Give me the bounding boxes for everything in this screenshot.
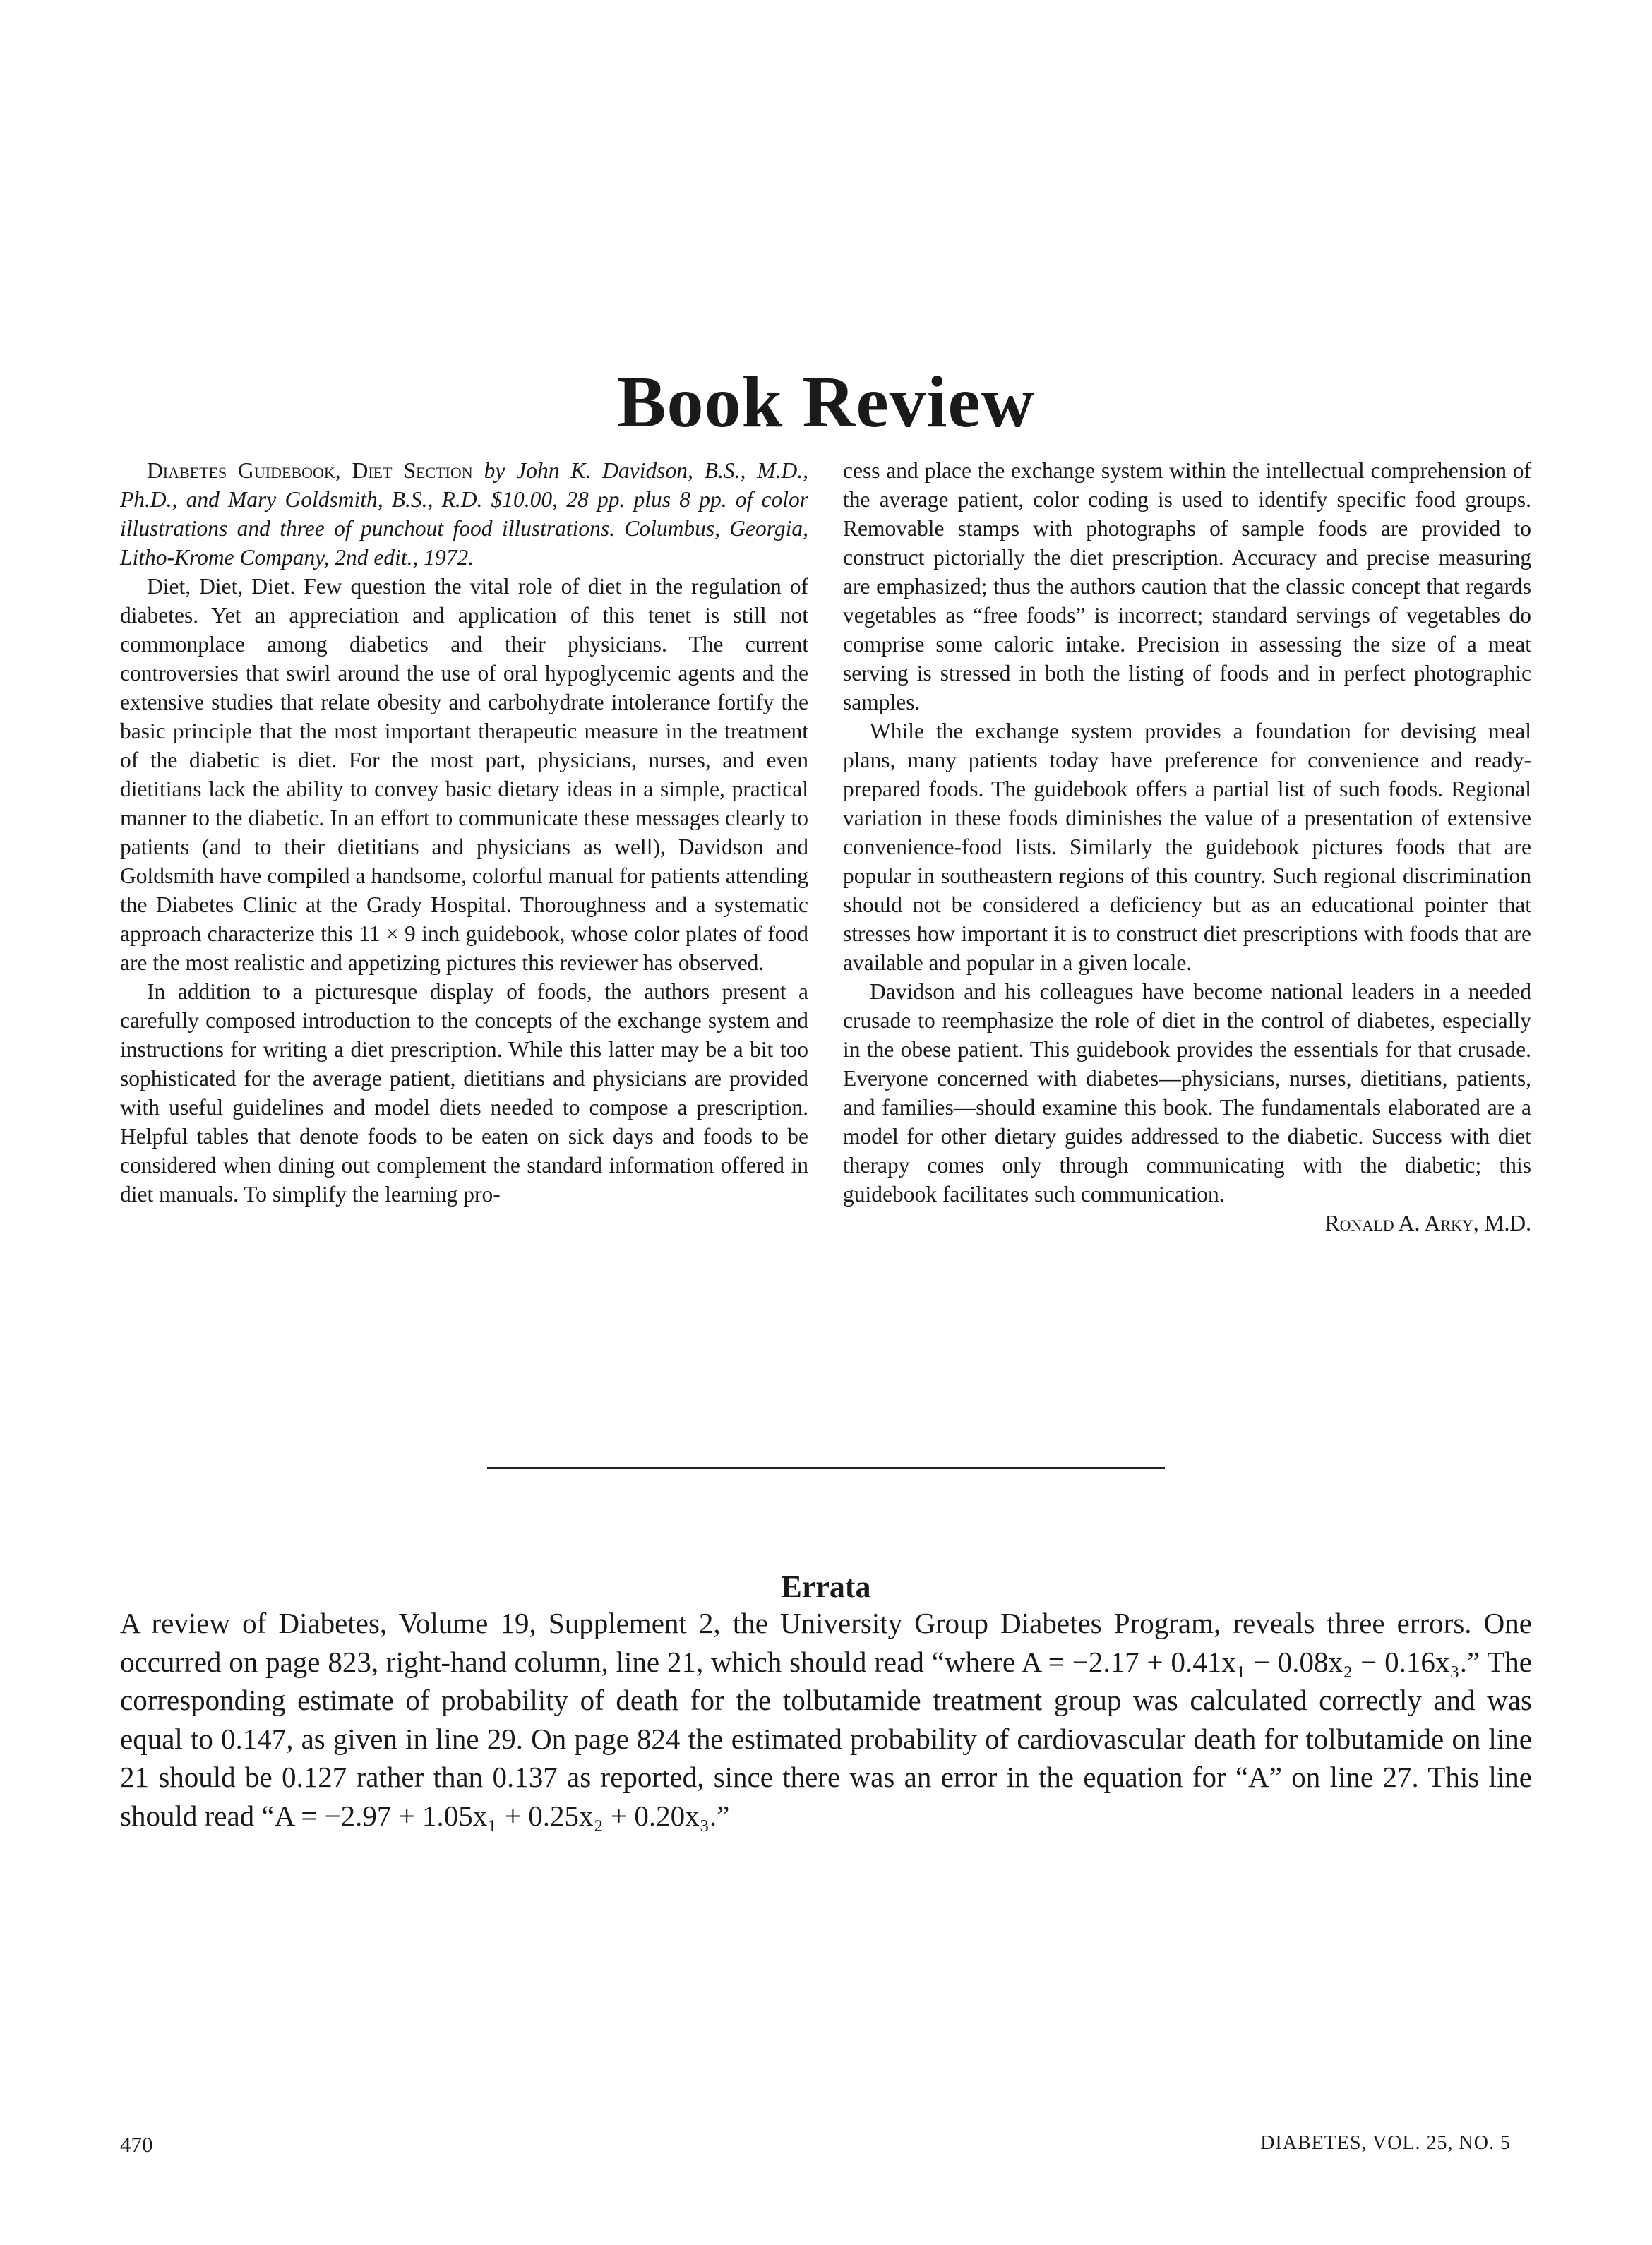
errata-title: Errata bbox=[781, 1569, 871, 1604]
review-paragraph-3: cess and place the exchange system within the intellectual comprehension of the average patient, color coding is used to identify specific food groups. Removable stamps with photographs of sample foods are provided to construct pictorially the diet prescription. Accuracy and precise measuring are emphasized; thus the authors caution that the classic concept that regards vegetables as “free foods” is incorrect; standard servings of vegetables do comprise some caloric intake. Precision in assessing the size of a meat serving is stressed in both the listing of foods and in perfect photographic samples. bbox=[843, 458, 1531, 714]
book-details: by John K. Davidson, B.S., M.D., Ph.D., and Mary Goldsmith, B.S., R.D. $10.00, 28 pp. plus 8 pp. of color illustrations and three of punchout food illustrations. Columbus, Georgia, Litho-Krome Company, 2nd edit., 1972. bbox=[120, 458, 808, 570]
page-title: Book Review bbox=[617, 361, 1035, 443]
review-right-column bbox=[843, 456, 1531, 1238]
review-paragraph-1: Diet, Diet, Diet. Few question the vital role of diet in the regulation of diabetes. Yet an appreciation and application of this tenet is still not commonplace among diabetics and their physicians. The current controversies that swirl around the use of oral hypoglycemic agents and the extensive studies that relate obesity and carbohydrate intolerance fortify the basic principle that the most important therapeutic measure in the treatment of the diabetic is diet. For the most part, physicians, nurses, and even dietitians lack the ability to convey basic dietary ideas in a simple, practical manner to the diabetic. In an effort to communicate these messages clearly to patients (and to their dietitians and physicians as well), Davidson and Goldsmith have compiled a handsome, colorful manual for patients attending the Diabetes Clinic at the Grady Hospital. Thoroughness and a systematic approach characterize this 11 × 9 inch guidebook, whose color plates of food are the most realistic and appetizing pictures this reviewer has observed. bbox=[120, 574, 808, 975]
section-divider bbox=[487, 1467, 1165, 1469]
book-title: Diabetes Guidebook, Diet Section bbox=[147, 458, 473, 483]
book-citation bbox=[120, 456, 808, 572]
errata-body: A review of Diabetes, Volume 19, Supplement 2, the University Group Diabetes Program, reveals three errors. One occurred on page 823, right-hand column, line 21, which should read “where A = −2.17 + 0.41x₁ − 0.08x₂ − 0.16x₃.” The corresponding estimate of probability of death for the tolbutamide treatment group was calculated correctly and was equal to 0.147, as given in line 29. On page 824 the estimated probability of cardiovascular death for tolbutamide on line 21 should be 0.127 rather than 0.137 as reported, since there was an error in the equation for “A” on line 27. This line should read “A = −2.97 + 1.05x₁ + 0.25x₂ + 0.20x₃.” bbox=[120, 1607, 1532, 1832]
review-paragraph-4: While the exchange system provides a foundation for devising meal plans, many patients today have preference for convenience and ready-prepared foods. The guidebook offers a partial list of such foods. Regional variation in these foods diminishes the value of a presentation of extensive convenience-food lists. Similarly the guidebook pictures foods that are popular in southeastern regions of this country. Such regional discrimination should not be considered a deficiency but as an educational pointer that stresses how important it is to construct diet prescriptions with foods that are available and popular in a given locale. bbox=[843, 719, 1531, 975]
review-left-column bbox=[120, 456, 808, 1209]
journal-reference: DIABETES, VOL. 25, NO. 5 bbox=[1260, 2132, 1511, 2154]
reviewer-signature: Ronald A. Arky, M.D. bbox=[1324, 1211, 1531, 1235]
page-number: 470 bbox=[120, 2132, 153, 2157]
review-paragraph-2: In addition to a picturesque display of foods, the authors present a carefully composed introduction to the concepts of the exchange system and instructions for writing a diet prescription. While this latter may be a bit too sophisticated for the average patient, dietitians and physicians are provided with useful guidelines and model diets needed to compose a prescription. Helpful tables that denote foods to be eaten on sick days and foods to be considered when dining out complement the standard information offered in diet manuals. To simplify the learning pro- bbox=[120, 979, 808, 1207]
review-paragraph-5: Davidson and his colleagues have become national leaders in a needed crusade to reemphasize the role of diet in the control of diabetes, especially in the obese patient. This guidebook provides the essentials for that crusade. Everyone concerned with diabetes—physicians, nurses, dietitians, patients, and families—should examine this book. The fundamentals elaborated are a model for other dietary guides addressed to the diabetic. Success with diet therapy comes only through communicating with the diabetic; this guidebook facilitates such communication. bbox=[843, 979, 1531, 1207]
